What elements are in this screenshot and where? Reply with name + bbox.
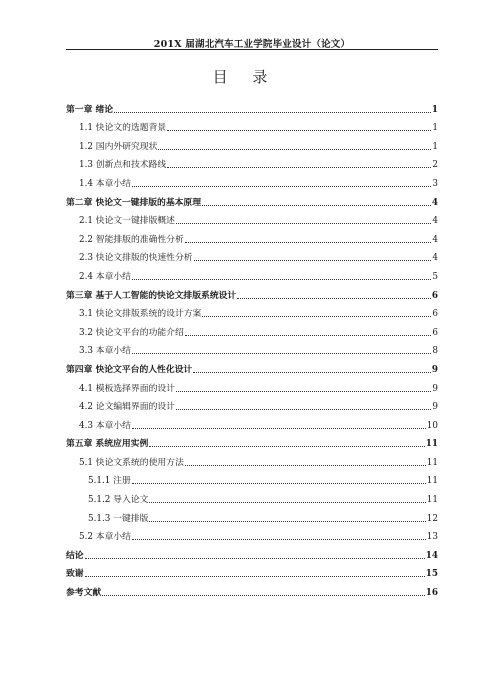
toc-entry[interactable]	[66, 431, 438, 450]
dot-leader	[158, 149, 431, 150]
dot-leader	[185, 242, 432, 243]
toc-entry-label: 结论	[66, 550, 84, 561]
toc-entry-page-number: 11	[426, 476, 438, 487]
toc-entry-label: 2.1 快论文一键排版概述	[79, 216, 175, 227]
dot-leader	[237, 298, 431, 299]
dot-leader	[167, 130, 431, 131]
toc-entry-page-number: 9	[432, 402, 438, 413]
toc-entry[interactable]	[66, 394, 438, 413]
toc-entry[interactable]	[66, 375, 438, 394]
toc-entry-page-number: 6	[432, 327, 438, 338]
toc-entry-label: 2.3 快论文排版的快速性分析	[79, 253, 193, 264]
dot-leader	[85, 558, 425, 559]
toc-entry[interactable]	[66, 338, 438, 357]
toc-entry[interactable]	[66, 542, 438, 561]
toc-entry-label: 参考文献	[66, 588, 102, 599]
toc-entry[interactable]	[66, 561, 438, 580]
toc-entry[interactable]	[66, 263, 438, 282]
toc-entry-page-number: 11	[425, 439, 438, 450]
toc-entry[interactable]	[66, 579, 438, 598]
toc-entry-page-number: 6	[432, 309, 438, 320]
toc-entry-label: 5.1.1 注册	[88, 476, 131, 487]
toc-entry-label: 1.2 国内外研究现状	[79, 141, 158, 152]
dot-leader	[132, 279, 431, 280]
toc-entry[interactable]	[66, 152, 438, 171]
toc-entry-page-number: 2	[432, 160, 438, 171]
toc-entry-label: 第二章 快论文一键排版的基本原理	[66, 197, 202, 208]
toc-entry[interactable]	[66, 505, 438, 524]
toc-entry-label: 1.1 快论文的选题背景	[79, 123, 167, 134]
dot-leader	[132, 483, 426, 484]
toc-entry-page-number: 12	[426, 513, 438, 524]
dot-leader	[132, 353, 431, 354]
toc-entry-page-number: 14	[425, 550, 438, 561]
toc-entry[interactable]	[66, 486, 438, 505]
toc-entry-label: 2.4 本章小结	[79, 271, 131, 282]
toc-entry-label: 3.3 本章小结	[79, 346, 131, 357]
toc-entry-label: 4.1 模板选择界面的设计	[79, 383, 175, 394]
table-of-contents	[66, 96, 438, 598]
toc-entry[interactable]	[66, 170, 438, 189]
toc-entry[interactable]	[66, 301, 438, 320]
dot-leader	[185, 465, 426, 466]
toc-entry-page-number: 9	[432, 383, 438, 394]
running-header: 201X 届湖北汽车工业学院毕业设计（论文）	[153, 39, 351, 50]
toc-entry-page-number: 16	[425, 588, 438, 599]
toc-entry-page-number: 3	[432, 178, 438, 189]
dot-leader	[114, 112, 431, 113]
toc-entry-page-number: 5	[432, 271, 438, 282]
toc-entry-label: 第一章 绪论	[66, 104, 114, 115]
toc-entry[interactable]	[66, 356, 438, 375]
toc-entry-page-number: 13	[426, 532, 438, 543]
toc-entry-page-number: 1	[432, 141, 438, 152]
dot-leader	[176, 223, 431, 224]
toc-entry-label: 2.2 智能排版的准确性分析	[79, 234, 184, 245]
toc-entry-page-number: 4	[432, 216, 438, 227]
toc-entry-label: 3.1 快论文排版系统的设计方案	[79, 309, 202, 320]
toc-entry-page-number: 9	[431, 364, 438, 375]
dot-leader	[167, 167, 431, 168]
toc-entry-label: 4.3 本章小结	[79, 420, 131, 431]
dot-leader	[185, 335, 432, 336]
toc-entry-label: 1.3 创新点和技术路线	[79, 160, 167, 171]
toc-entry[interactable]	[66, 115, 438, 134]
toc-entry[interactable]	[66, 96, 438, 115]
dot-leader	[85, 576, 425, 577]
toc-entry-label: 5.1.3 一键排版	[88, 513, 149, 524]
toc-entry-label: 第五章 系统应用实例	[66, 439, 149, 450]
toc-entry-label: 致谢	[66, 569, 84, 580]
dot-leader	[149, 521, 425, 522]
toc-entry-label: 3.2 快论文平台的功能介绍	[79, 327, 184, 338]
page-title: 目 录	[212, 68, 278, 86]
toc-entry-page-number: 4	[432, 234, 438, 245]
toc-entry[interactable]	[66, 524, 438, 543]
toc-entry[interactable]	[66, 449, 438, 468]
dot-leader	[202, 205, 431, 206]
toc-entry[interactable]	[66, 226, 438, 245]
toc-entry-page-number: 11	[426, 457, 438, 468]
toc-entry[interactable]	[66, 468, 438, 487]
dot-leader	[149, 446, 425, 447]
toc-entry[interactable]	[66, 245, 438, 264]
toc-entry-page-number: 1	[432, 123, 438, 134]
dot-leader	[132, 539, 426, 540]
toc-entry-label: 5.1.2 导入论文	[88, 495, 149, 506]
toc-entry[interactable]	[66, 319, 438, 338]
toc-entry-label: 5.2 本章小结	[79, 532, 131, 543]
toc-entry[interactable]	[66, 282, 438, 301]
dot-leader	[132, 186, 431, 187]
toc-entry-label: 1.4 本章小结	[79, 178, 131, 189]
toc-entry-label: 第三章 基于人工智能的快论文排版系统设计	[66, 290, 237, 301]
toc-entry-page-number: 4	[431, 197, 438, 208]
header-divider	[66, 49, 438, 50]
toc-entry[interactable]	[66, 208, 438, 227]
toc-entry[interactable]	[66, 412, 438, 431]
toc-entry[interactable]	[66, 189, 438, 208]
dot-leader	[194, 260, 432, 261]
toc-entry-page-number: 4	[432, 253, 438, 264]
toc-entry-page-number: 10	[426, 420, 438, 431]
dot-leader	[176, 409, 431, 410]
toc-entry-page-number: 1	[431, 104, 438, 115]
dot-leader	[102, 595, 425, 596]
toc-entry-label: 5.1 快论文系统的使用方法	[79, 457, 184, 468]
toc-entry-page-number: 6	[431, 290, 438, 301]
dot-leader	[132, 428, 426, 429]
dot-leader	[193, 372, 431, 373]
toc-entry-label: 第四章 快论文平台的人性化设计	[66, 364, 193, 375]
toc-entry-page-number: 8	[432, 346, 438, 357]
toc-entry-label: 4.2 论文编辑界面的设计	[79, 402, 175, 413]
dot-leader	[202, 316, 431, 317]
dot-leader	[149, 502, 425, 503]
toc-entry-page-number: 11	[426, 495, 438, 506]
toc-entry-page-number: 15	[425, 569, 438, 580]
toc-entry[interactable]	[66, 133, 438, 152]
dot-leader	[176, 391, 431, 392]
